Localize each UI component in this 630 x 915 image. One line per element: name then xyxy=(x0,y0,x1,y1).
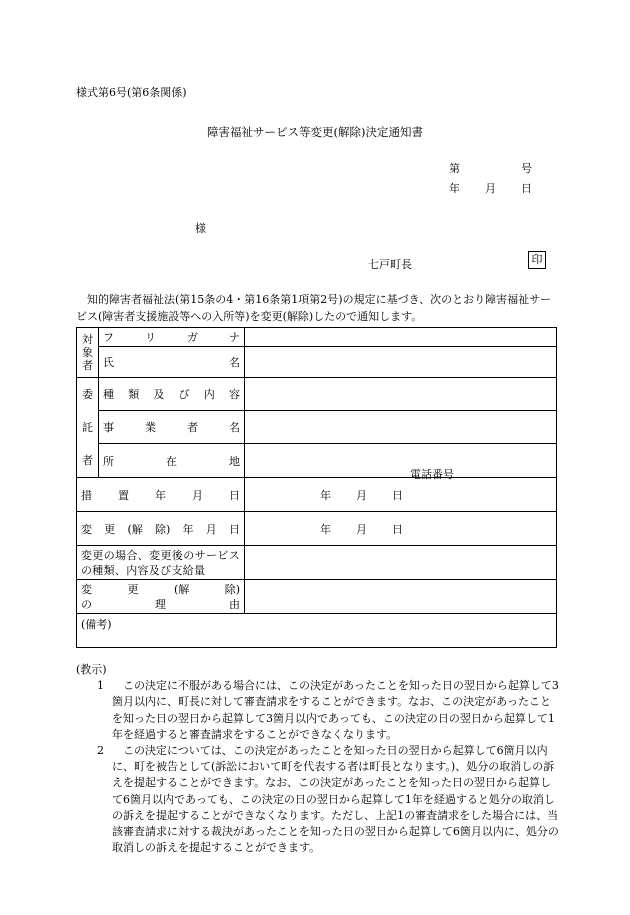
label-glyph: 更 xyxy=(104,522,116,536)
label-glyph: 容 xyxy=(228,388,240,401)
measure-date-year: 年 xyxy=(320,488,331,502)
reason-label xyxy=(77,580,245,614)
label-glyph: ガ xyxy=(187,331,198,344)
header-glyph: 象 xyxy=(82,346,93,359)
label-glyph: 由 xyxy=(229,597,240,611)
issue-date-month: 月 xyxy=(485,182,496,195)
table-row xyxy=(77,444,557,478)
kind-label xyxy=(99,378,245,411)
table-row xyxy=(77,512,557,546)
header-glyph: 者 xyxy=(82,453,93,467)
number-suffix: 号 xyxy=(521,162,532,175)
label-glyph: 年 xyxy=(155,488,166,502)
label-glyph: 類 xyxy=(128,388,140,401)
header-glyph: 対 xyxy=(82,333,93,346)
instructions-heading: (教示) xyxy=(76,663,107,676)
label-glyph: 理 xyxy=(155,597,166,611)
reason-value[interactable] xyxy=(245,580,557,614)
form-number-label: 様式第6号(第6条関係) xyxy=(76,86,187,99)
issue-date-day: 日 xyxy=(521,182,532,195)
furigana-value[interactable] xyxy=(245,328,557,347)
label-glyph: 措 xyxy=(81,488,92,502)
label-glyph: (解 xyxy=(127,522,143,536)
label-glyph: 在 xyxy=(166,454,177,468)
change-date-day: 日 xyxy=(392,522,403,536)
label-glyph: (解 xyxy=(173,582,190,596)
seal-mark: 印 xyxy=(528,251,546,269)
label-glyph: 業 xyxy=(145,421,156,434)
label-glyph: 所 xyxy=(103,454,114,468)
change-date-year: 年 xyxy=(320,522,331,536)
document-title: 障害福祉サービス等変更(解除)決定通知書 xyxy=(207,125,423,139)
subject-header xyxy=(77,328,99,378)
business-value[interactable] xyxy=(245,411,557,444)
label-glyph: 置 xyxy=(118,488,129,502)
subject-header-text xyxy=(77,333,98,372)
table-row xyxy=(77,580,557,614)
list-item-number: 2 xyxy=(97,744,104,758)
label-glyph: 除) xyxy=(155,522,171,536)
change-date-label xyxy=(77,512,245,546)
kind-value[interactable] xyxy=(245,378,557,411)
change-date-month: 月 xyxy=(356,522,367,536)
decision-table xyxy=(76,327,557,648)
address-label xyxy=(99,444,245,478)
label-glyph: 内 xyxy=(203,388,215,401)
number-prefix: 第 xyxy=(449,162,460,175)
measure-date-month: 月 xyxy=(356,488,367,502)
table-row xyxy=(77,328,557,347)
issue-date-year: 年 xyxy=(449,182,460,195)
issuer-name: 七戸町長 xyxy=(368,258,412,271)
remarks-cell[interactable] xyxy=(77,614,557,648)
table-row xyxy=(77,614,557,648)
label-glyph: フ xyxy=(103,331,114,344)
label-glyph: 年 xyxy=(182,522,194,536)
furigana-label xyxy=(99,328,245,347)
list-item-text: この決定に不服がある場合には、この決定があったことを知った日の翌日から起算して3箇月以内に、町長に対して審査請求をすることができます。なお、この決定があったことを知った日の翌日から起算して3箇月以内であっても、この決定の日の翌日から起算して1年を経過すると審査請求をすることができなくなります。 xyxy=(112,679,559,741)
list-item xyxy=(76,743,560,856)
instructions-section xyxy=(76,662,560,856)
change-service-value[interactable] xyxy=(245,546,557,580)
list-item xyxy=(76,678,560,743)
address-value[interactable] xyxy=(245,444,557,478)
label-glyph: 月 xyxy=(192,488,203,502)
list-item-text: この決定については、この決定があったことを知った日の翌日から起算して6箇月以内に、町を被告として(訴訟において町を代表する者は町長となります。)、処分の取消しの訴えを提起することができます。なお、この決定があったことを知った日の翌日から起算して6箇月以内であっても、この決定の日の翌日から起算して1年を経過すると処分の取消しの訴えを提起することができなくなります。ただし、上記1の審査請求をした場合には、当該審査請求に対する裁決があったことを知った日の翌日から起算して6箇月以内に、処分の取消しの訴えを提起することができます。 xyxy=(112,744,559,855)
label-glyph: 日 xyxy=(229,488,240,502)
telephone-label: 電話番号 xyxy=(410,468,454,481)
label-glyph: 及 xyxy=(153,388,165,401)
header-glyph: 委 xyxy=(82,388,93,402)
label-glyph: 名 xyxy=(229,356,240,369)
intro-paragraph: 知的障害者福祉法(第15条の4・第16条第1項第2号)の規定に基づき、次のとおり障害福祉サービス(障害者支援施設等への入所等)を変更(解除)したので通知します。 xyxy=(76,293,552,323)
label-glyph: 除) xyxy=(224,582,240,596)
change-date-value[interactable] xyxy=(245,512,557,546)
label-glyph: 種 xyxy=(103,388,114,401)
header-glyph: 託 xyxy=(82,420,93,434)
name-label xyxy=(99,347,245,378)
table-row xyxy=(77,546,557,580)
consignee-header-text xyxy=(77,379,98,477)
label-glyph: ナ xyxy=(229,331,240,344)
change-service-label: 変更の場合、変更後のサービスの種類、内容及び支給量 xyxy=(77,546,245,580)
table-row xyxy=(77,411,557,444)
table-row xyxy=(77,347,557,378)
recipient-honorific: 様 xyxy=(195,222,206,235)
business-label xyxy=(99,411,245,444)
label-glyph: び xyxy=(178,388,190,401)
table-row xyxy=(77,378,557,411)
label-glyph: 氏 xyxy=(103,356,114,369)
label-glyph: 月 xyxy=(205,522,217,536)
consignee-header xyxy=(77,378,99,478)
label-glyph: 日 xyxy=(229,522,240,536)
label-glyph: 者 xyxy=(187,421,198,434)
measure-date-value[interactable] xyxy=(245,478,557,512)
name-value[interactable] xyxy=(245,347,557,378)
label-glyph: 名 xyxy=(229,421,240,434)
remarks-label: (備考) xyxy=(81,618,112,631)
label-glyph: の xyxy=(81,597,92,611)
list-item-number: 1 xyxy=(97,679,104,693)
measure-date-label xyxy=(77,478,245,512)
label-glyph: 事 xyxy=(103,421,114,434)
table-row xyxy=(77,478,557,512)
label-glyph: 変 xyxy=(81,522,92,536)
label-glyph: 地 xyxy=(229,454,240,468)
measure-date-day: 日 xyxy=(392,488,403,502)
label-glyph: 変 xyxy=(81,582,92,596)
label-glyph: リ xyxy=(145,331,156,344)
header-glyph: 者 xyxy=(82,359,93,372)
label-glyph: 更 xyxy=(127,582,139,596)
